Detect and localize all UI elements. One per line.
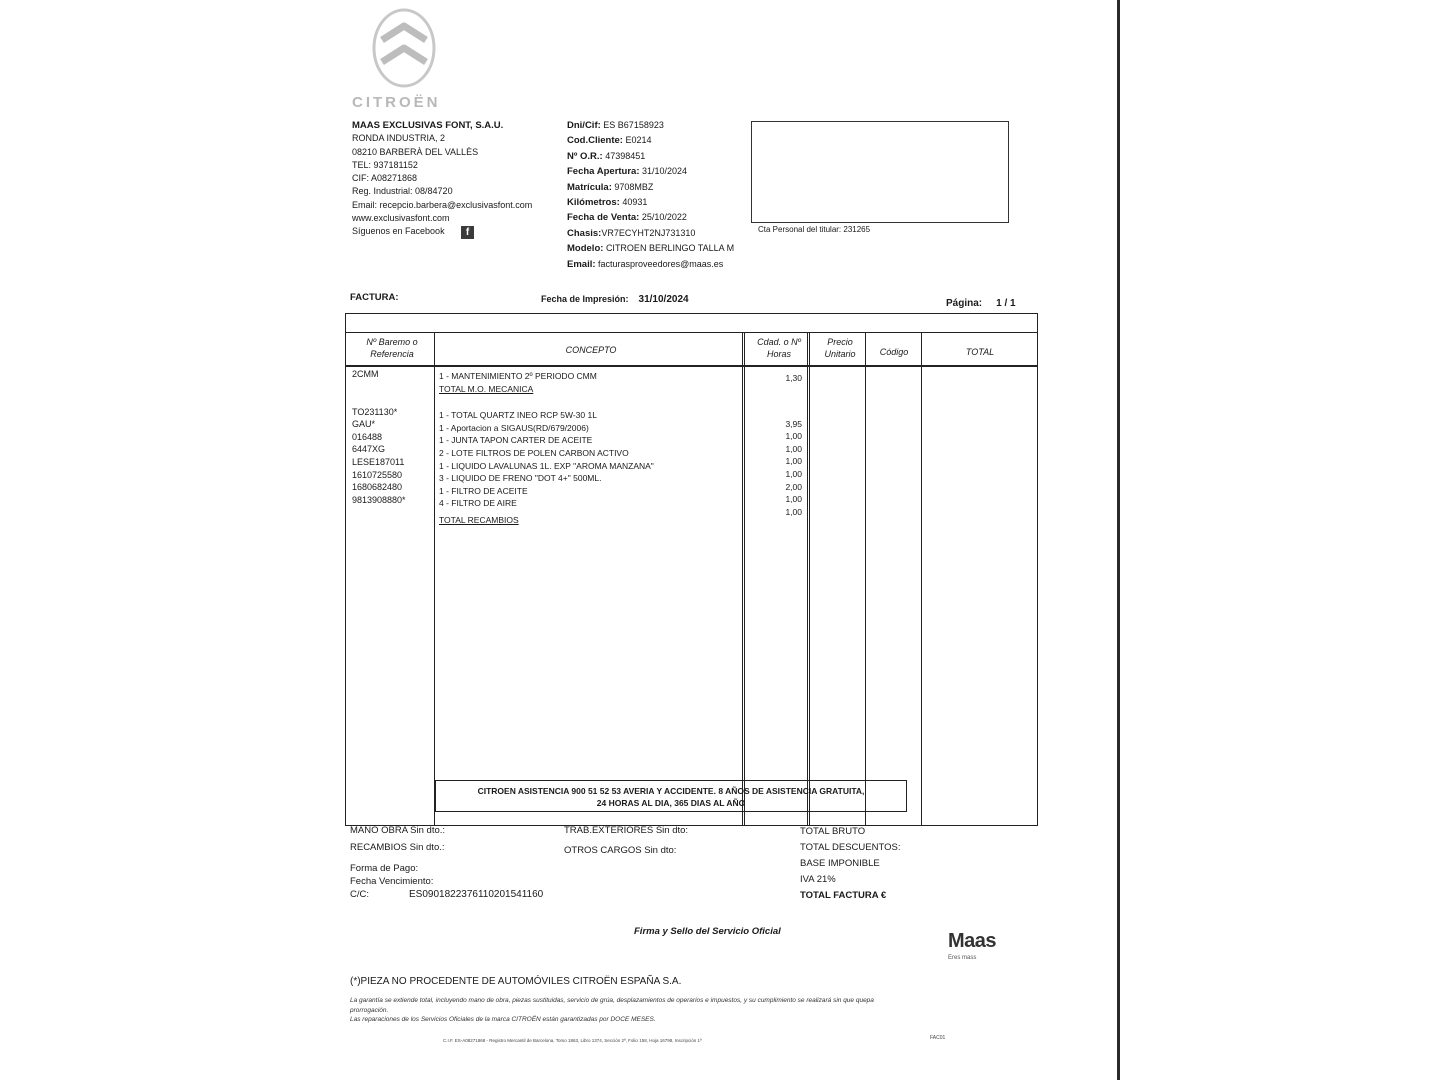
warranty-line: La garantía se extiende total, incluyendo mano de obra, piezas sustituidas, servicio de grúa, desplazamientos de operarios e impuestos, y su cumplimiento se realizará sin que quepa prorrogación. (350, 997, 874, 1014)
bank-account (350, 888, 543, 901)
vehicle-value: 40931 (622, 197, 648, 208)
table-cell-concept: 3 - LIQUIDO DE FRENO "DOT 4+" 500ML. (439, 473, 602, 484)
vehicle-info (567, 118, 767, 272)
table-cell-qty: 2,00 (785, 481, 802, 492)
payment-method: Forma de Pago: (350, 863, 419, 874)
vehicle-row (567, 241, 767, 256)
invoice-label: FACTURA: (350, 292, 399, 303)
header-qty: Cdad. o Nº Horas (757, 337, 801, 359)
vehicle-label: Cod.Cliente: (567, 135, 623, 147)
table-cell-qty: 1,00 (785, 494, 802, 505)
facebook-row (352, 225, 562, 238)
form-code: FAC01 (930, 1035, 946, 1041)
table-cell-concept: 1 - TOTAL QUARTZ INEO RCP 5W-30 1L (439, 410, 597, 421)
table-cell-qty: 1,00 (785, 456, 802, 467)
vehicle-label: Nº O.R.: (567, 150, 603, 162)
company-line: 08210 BARBERÀ DEL VALLÈS (352, 146, 479, 157)
labour-no-discount: MANO OBRA Sin dto.: (350, 825, 446, 836)
signature-label: Firma y Sello del Servicio Oficial (634, 926, 781, 937)
table-cell-concept: 1 - JUNTA TAPON CARTER DE ACEITE (439, 435, 593, 446)
labour-total-label: TOTAL M.O. MECANICA (439, 383, 534, 394)
total-discounts: TOTAL DESCUENTOS: (800, 842, 901, 853)
citroen-logo (352, 8, 462, 110)
parts-total-label: TOTAL RECAMBIOS (439, 514, 519, 525)
qty-column (770, 372, 802, 518)
table-cell-ref: 1610725580 (352, 469, 403, 480)
address-box (751, 121, 1009, 223)
table-cell-concept: 4 - FILTRO DE AIRE (439, 498, 517, 509)
bank-account-label: C/C: (350, 889, 369, 900)
warranty-line: Las reparaciones de los Servicios Oficiales de la marca CITROËN están garantizadas por DOCE MESES. (350, 1016, 656, 1023)
table-cell-ref: 9813908880* (352, 494, 406, 505)
column-divider (742, 333, 743, 825)
company-line: CIF: A08271868 (352, 173, 418, 184)
vehicle-label: Email: (567, 258, 596, 270)
table-cell-ref: 2CMM (352, 369, 379, 379)
vehicle-label: Chasis: (567, 227, 602, 239)
vehicle-label: Fecha Apertura: (567, 166, 640, 178)
maas-tagline: Eres mass (948, 955, 977, 961)
header-total: TOTAL (965, 347, 995, 357)
summary-left (350, 822, 445, 856)
table-cell-ref: 6447XG (352, 444, 386, 455)
vehicle-label: Modelo: (567, 243, 604, 255)
print-date-value: 31/10/2024 (638, 294, 689, 305)
warranty-text (350, 996, 910, 1025)
header-ref: Nº Baremo o Referencia (366, 337, 418, 359)
vehicle-row (567, 149, 767, 164)
ref-column (352, 368, 406, 506)
vehicle-value: facturasproveedores@maas.es (598, 258, 724, 269)
column-divider (434, 333, 435, 825)
facebook-icon: f (461, 226, 474, 239)
print-date-label: Fecha de Impresión: (541, 294, 629, 304)
vehicle-row (567, 257, 767, 272)
personal-account: Cta Personal del titular: 231265 (758, 225, 871, 234)
vehicle-value: VR7ECYHT2NJ731310 (601, 227, 696, 238)
tax-base: BASE IMPONIBLE (800, 858, 880, 869)
vehicle-row (567, 210, 767, 225)
table-cell-qty: 1,30 (785, 373, 802, 383)
registry-note: C.I.F. ES-A08271868 - Registro Mercantil de Barcelona, Tomo 1863, Libro 1374, Sección 2ª, Folio 158, Hoja 16798, Inscripción 1ª (443, 1038, 702, 1043)
page-edge (1117, 0, 1120, 1080)
vehicle-value: 47398451 (605, 150, 646, 161)
page-number (946, 298, 1016, 309)
column-divider (807, 333, 808, 825)
vehicle-value: 25/10/2022 (641, 212, 687, 223)
vehicle-value: 31/10/2024 (642, 166, 688, 177)
vat: IVA 21% (800, 874, 836, 885)
other-charges: OTROS CARGOS Sin dto: (564, 845, 677, 856)
table-cell-concept: 1 - Aportacion a SIGAUS(RD/679/2006) (439, 422, 589, 433)
column-divider (921, 333, 922, 825)
banner-line: 24 HORAS AL DIA, 365 DIAS AL AÑO (596, 798, 746, 808)
table-cell-concept: 2 - LOTE FILTROS DE POLEN CARBON ACTIVO (439, 447, 629, 458)
vehicle-value: 9708MBZ (614, 181, 654, 192)
non-original-part-note: (*)PIEZA NO PROCEDENTE DE AUTOMÓVILES CITROËN ESPAÑA S.A. (350, 976, 682, 987)
table-cell-qty: 1,00 (785, 443, 802, 454)
table-cell-ref: LESE187011 (352, 456, 405, 467)
vehicle-value: CITROEN BERLINGO TALLA M (605, 243, 735, 254)
table-cell-qty: 1,00 (785, 506, 802, 517)
page-value: 1 / 1 (996, 298, 1016, 309)
due-date: Fecha Vencimiento: (350, 876, 434, 887)
table-top-row (346, 314, 1037, 333)
vehicle-row (567, 118, 767, 133)
page-label: Página: (946, 298, 983, 309)
total-gross: TOTAL BRUTO (800, 826, 866, 837)
company-line: TEL: 937181152 (352, 159, 418, 170)
vehicle-label: Fecha de Venta: (567, 212, 640, 224)
company-line: Reg. Industrial: 08/84720 (352, 186, 453, 197)
logo-wordmark: CITROËN (352, 94, 441, 111)
vehicle-row (567, 133, 767, 148)
vehicle-row (567, 164, 767, 179)
payment-info (350, 862, 543, 901)
header-code: Código (879, 347, 909, 357)
table-cell-concept: 1 - LIQUIDO LAVALUNAS 1L. EXP "AROMA MANZANA" (439, 460, 654, 471)
assistance-banner (435, 780, 907, 812)
company-line: RONDA INDUSTRIA, 2 (352, 133, 446, 144)
vehicle-label: Kilómetros: (567, 197, 620, 209)
vehicle-row (567, 180, 767, 195)
external-work: TRAB.EXTERIORES Sin dto: (564, 825, 689, 836)
table-cell-qty: 1,00 (785, 468, 802, 479)
table-header-line (346, 365, 1037, 367)
company-info (352, 119, 562, 239)
summary-right (800, 824, 900, 904)
column-divider (744, 333, 745, 825)
company-email: Email: recepcio.barbera@exclusivasfont.com (352, 199, 533, 210)
table-cell-qty: 3,95 (785, 418, 802, 429)
company-web: www.exclusivasfont.com (352, 213, 450, 224)
concept-column (439, 370, 654, 527)
summary-middle (564, 822, 688, 859)
vehicle-row (567, 195, 767, 210)
header-concept: CONCEPTO (565, 345, 617, 355)
maas-logo: Maas (948, 930, 997, 952)
invoice-total: TOTAL FACTURA € (800, 890, 887, 901)
header-price: Precio Unitario (824, 337, 856, 359)
parts-no-discount: RECAMBIOS Sin dto.: (350, 842, 445, 853)
column-divider (809, 333, 810, 825)
table-cell-qty: 1,00 (785, 431, 802, 442)
vehicle-label: Dni/Cif: (567, 120, 601, 131)
vehicle-label: Matrícula: (567, 181, 612, 193)
table-cell-ref: 1680682480 (352, 482, 403, 493)
table-cell-ref: 016488 (352, 431, 383, 442)
bank-account-value: ES0901822376110201541160 (409, 889, 544, 900)
table-cell-ref: GAU* (352, 419, 376, 430)
banner-line: CITROEN ASISTENCIA 900 51 52 53 AVERIA Y ACCIDENTE. 8 AÑOS DE ASISTENCIA GRATUITA, (477, 786, 865, 796)
vehicle-value: E0214 (625, 135, 652, 146)
vehicle-value: ES B67158923 (603, 120, 664, 130)
citroen-chevrons-icon (372, 8, 436, 88)
vehicle-row (567, 226, 767, 241)
table-cell-concept: 1 - FILTRO DE ACEITE (439, 485, 528, 496)
table-cell-concept: 1 - MANTENIMIENTO 2º PERIODO CMM (439, 371, 597, 381)
column-divider (865, 333, 866, 825)
table-cell-ref: TO231130* (352, 406, 398, 417)
facebook-label: Síguenos en Facebook (352, 226, 445, 237)
print-date (541, 294, 689, 305)
company-name: MAAS EXCLUSIVAS FONT, S.A.U. (352, 120, 504, 131)
